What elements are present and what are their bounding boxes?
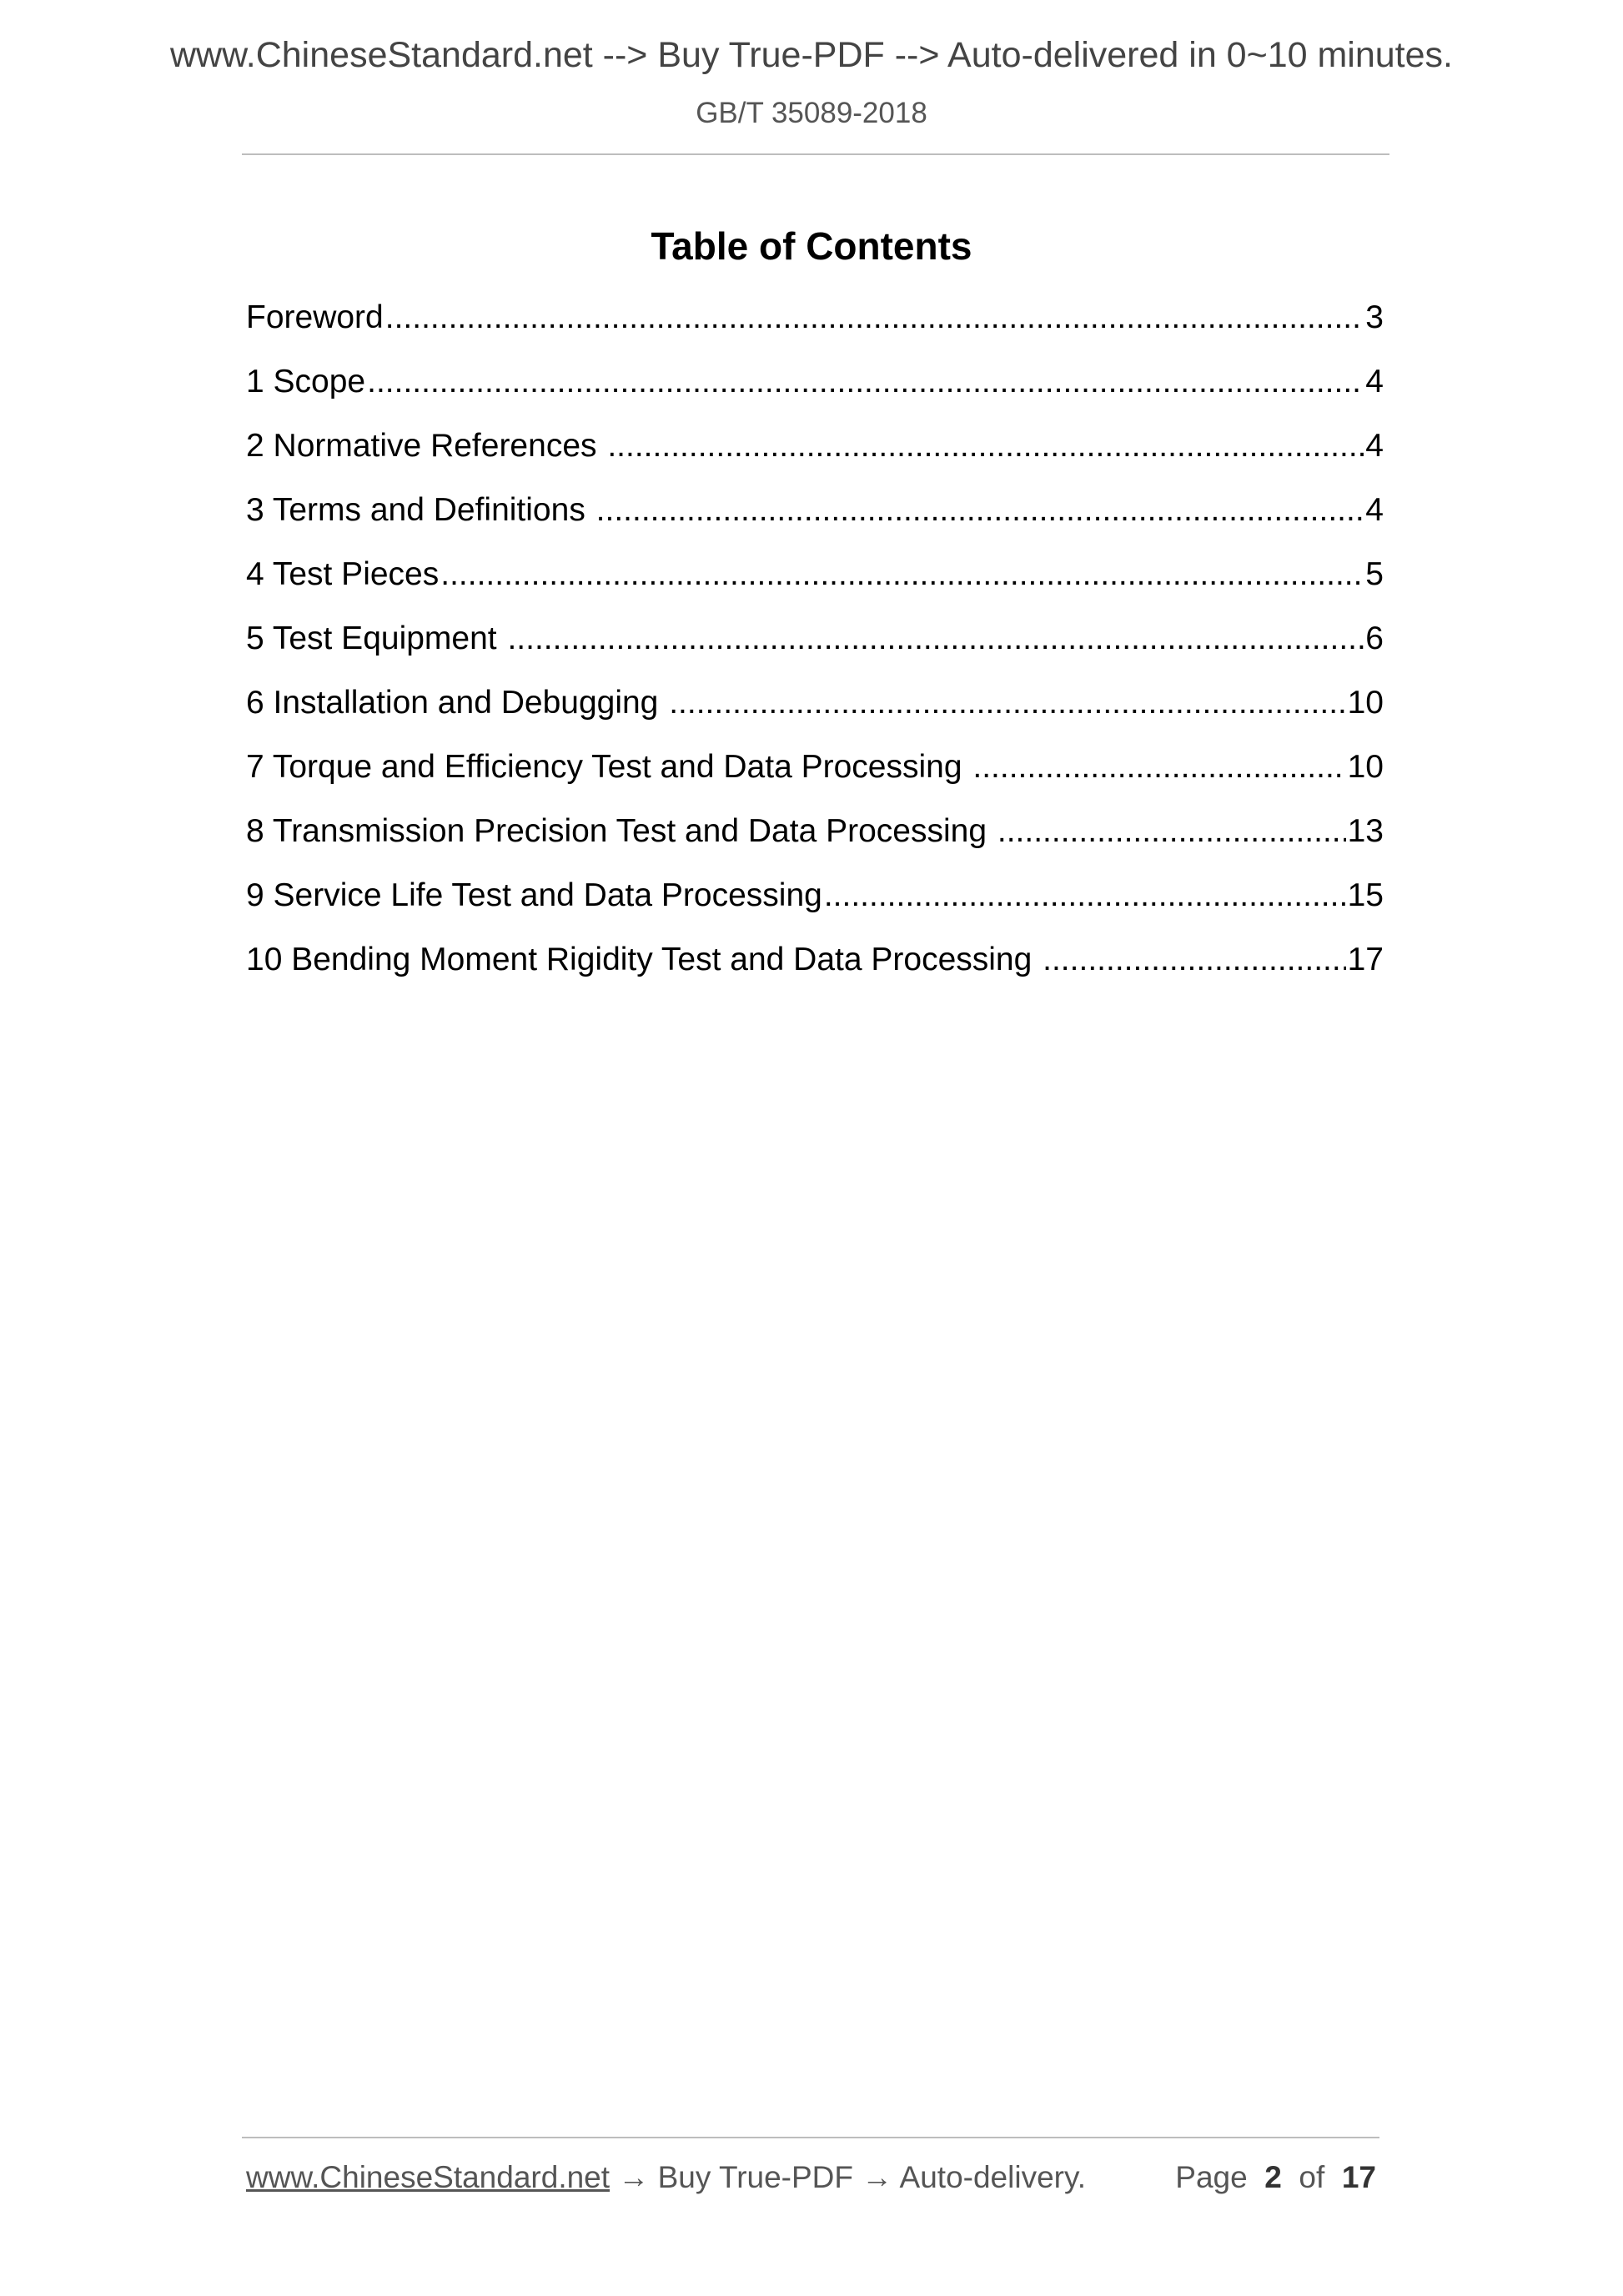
- toc-entry[interactable]: [246, 682, 1384, 746]
- arrow-right-icon: →: [618, 2160, 650, 2194]
- page-of-text: of: [1299, 2160, 1325, 2194]
- toc-entry-label: 10 Bending Moment Rigidity Test and Data Processing: [246, 942, 1042, 977]
- toc-leader-dots: [669, 682, 1345, 724]
- page-footer: [246, 2160, 1376, 2195]
- toc-entry[interactable]: [246, 554, 1384, 618]
- toc-entry-label: 3 Terms and Definitions: [246, 492, 595, 528]
- standard-number: GB/T 35089-2018: [696, 97, 927, 129]
- toc-entry-label: 7 Torque and Efficiency Test and Data Processing: [246, 749, 972, 785]
- toc-entry[interactable]: [246, 746, 1384, 811]
- footer-site-link[interactable]: www.ChineseStandard.net: [246, 2160, 611, 2194]
- toc-entry-page: 10: [1347, 749, 1384, 785]
- current-page-number: 2: [1264, 2160, 1282, 2194]
- toc-entry[interactable]: [246, 425, 1384, 490]
- header-divider: [242, 153, 1389, 155]
- toc-entry-label: 6 Installation and Debugging: [246, 685, 668, 721]
- toc-entry-label: 9 Service Life Test and Data Processing: [246, 877, 822, 913]
- toc-entry-label: Foreword: [246, 299, 384, 335]
- toc-leader-dots: [385, 297, 1364, 339]
- arrow-right-icon: →: [862, 2160, 893, 2194]
- footer-delivery-text: Auto-delivery.: [899, 2160, 1087, 2194]
- toc-leader-dots: [440, 554, 1364, 595]
- toc-entry[interactable]: [246, 361, 1384, 425]
- toc-entry[interactable]: [246, 811, 1384, 875]
- toc-entry-page: 6: [1365, 620, 1384, 656]
- toc-entry[interactable]: [246, 297, 1384, 361]
- toc-entry-label: 5 Test Equipment: [246, 620, 506, 656]
- footer-promo: [246, 2160, 1086, 2195]
- toc-entry-page: 4: [1365, 364, 1384, 399]
- toc-entry-label: 1 Scope: [246, 364, 366, 399]
- toc-leader-dots: [997, 811, 1346, 852]
- page-prefix: Page: [1175, 2160, 1248, 2194]
- page-indicator: [1175, 2160, 1376, 2195]
- toc-leader-dots: [596, 490, 1364, 531]
- toc-entry[interactable]: [246, 618, 1384, 682]
- toc-entry[interactable]: [246, 490, 1384, 554]
- toc-leader-dots: [824, 875, 1346, 917]
- toc-leader-dots: [607, 425, 1364, 467]
- toc-entry-label: 8 Transmission Precision Test and Data Processing: [246, 813, 996, 849]
- toc-entry-page: 3: [1365, 299, 1384, 335]
- toc-leader-dots: [367, 361, 1364, 403]
- toc-leader-dots: [507, 618, 1364, 660]
- footer-buy-text: Buy True-PDF: [657, 2160, 854, 2194]
- toc-entry-page: 4: [1365, 428, 1384, 464]
- toc-leader-dots: [1043, 939, 1345, 981]
- toc-entry-label: 2 Normative References: [246, 428, 606, 464]
- toc-entry-label: 4 Test Pieces: [246, 556, 440, 592]
- toc-entry-page: 17: [1347, 942, 1384, 977]
- total-page-count: 17: [1341, 2160, 1376, 2194]
- toc-list: [246, 297, 1384, 1003]
- toc-entry[interactable]: [246, 875, 1384, 939]
- toc-entry-page: 15: [1347, 877, 1384, 913]
- toc-entry[interactable]: [246, 939, 1384, 1003]
- toc-entry-page: 4: [1365, 492, 1384, 528]
- toc-title: Table of Contents: [651, 224, 972, 268]
- header-banner: www.ChineseStandard.net --> Buy True-PDF --> Auto-delivered in 0~10 minutes.: [169, 35, 1453, 75]
- toc-entry-page: 5: [1365, 556, 1384, 592]
- toc-entry-page: 10: [1347, 685, 1384, 721]
- footer-divider: [242, 2137, 1379, 2138]
- toc-entry-page: 13: [1347, 813, 1384, 849]
- toc-leader-dots: [972, 746, 1345, 788]
